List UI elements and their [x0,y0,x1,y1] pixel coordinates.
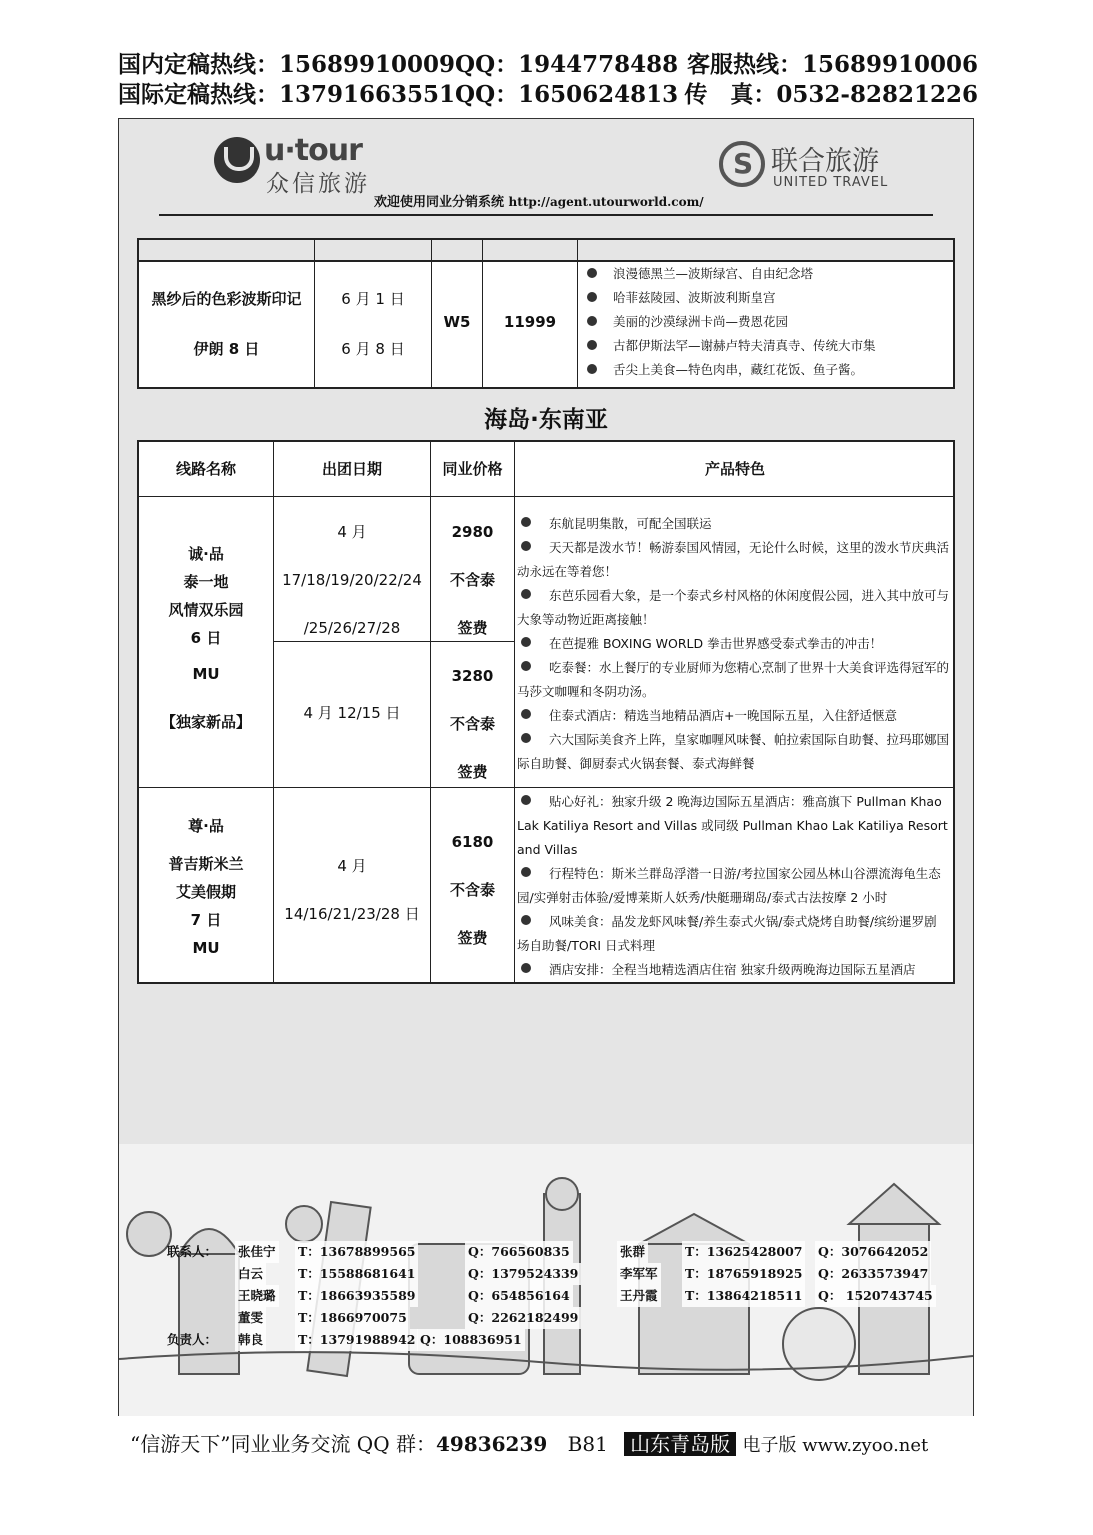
route-airline: MU [192,939,220,957]
manager-phone: T：13791988942 [295,1329,418,1351]
feature-item [517,862,949,910]
united-cn-name: 联合旅游 [771,146,879,177]
route-name-line: 尊·品 [188,817,224,835]
bullet-icon [521,541,531,551]
contact-name: 李军军 [617,1263,661,1285]
feature-text: 东芭乐园看大象，是一个泰式乡村风格的休闲度假公园，进入其中放可与大象等动物近距离接触！ [517,588,950,627]
departure-date: 6 月 8 日 [341,340,405,358]
footer [130,1428,928,1457]
feature-text: 东航昆明集散，可配全国联运 [549,516,712,531]
bullet-icon [521,589,531,599]
route-airline: MU [192,665,220,683]
feature-item [517,704,949,728]
manager-name: 韩良 [235,1329,266,1351]
contact-phone: T：18765918925 [682,1263,805,1285]
table-top-band [139,240,953,262]
tour-name: 黑纱后的色彩波斯印记 [151,290,302,308]
domestic-hotline: 国内定稿热线：15689910009 [118,51,456,78]
manager-label: 负责人： [167,1332,218,1347]
price-note: 签费 [457,619,488,637]
feature-item [517,910,949,958]
footer-qq-group: 49836239 [435,1432,548,1456]
contact-phone: T：13678899565 [295,1241,418,1263]
united-travel-logo [719,139,899,197]
thai-price-group2 [431,652,514,796]
header-price: 同业价格 [442,460,503,478]
hotline-row [118,80,978,110]
contact-name: 王丹霞 [617,1285,661,1307]
utour-logo-icon [214,137,260,183]
contact-qq: Q： 1520743745 [815,1285,936,1307]
feature-item: 美丽的沙漠绿洲卡尚—费恩花园 [579,310,949,334]
price-note: 签费 [457,929,488,947]
bullet-icon [521,517,531,527]
agent-url-link[interactable]: http://agent.utourworld.com/ [508,195,704,209]
header-route-name: 线路名称 [175,460,236,478]
bullet-icon [521,795,531,805]
feature-item [517,512,949,536]
domestic-qq: QQ：1944778488 [455,51,679,78]
contact-row [167,1329,947,1351]
route-name-line: 普吉斯米兰 [168,855,244,873]
contact-name: 张佳宁 [235,1241,279,1263]
date-line: /25/26/27/28 [303,619,401,637]
welcome-text: 欢迎使用同业分销系统 [374,195,505,210]
section-title: 海岛·东南亚 [484,407,608,433]
feature-text: 行程特色：斯米兰群岛浮潜一日游/考拉国家公园丛林山谷漂流海龟生态园/实弹射击体验/爱博莱斯人妖秀/快艇珊瑚岛/泰式古法按摩 2 小时 [517,866,941,905]
feature-text: 酒店安排：全程当地精选酒店住宿 独家升级两晚海边国际五星酒店 [549,962,916,977]
bullet-icon [521,733,531,743]
thai-route-name [139,540,273,736]
iran-tour-table [137,238,955,389]
header-divider [159,214,933,216]
price-value: 3280 [451,667,494,685]
thai-dates-group2: 4 月 12/15 日 [303,704,401,722]
feature-text: 住泰式酒店：精选当地精品酒店+一晚国际五星，入住舒适惬意 [549,708,897,723]
price-value: 6180 [451,833,494,851]
bullet-icon [521,709,531,719]
row-divider [139,787,953,788]
tour-duration: 伊朗 8 日 [193,340,260,358]
contact-name: 王晓璐 [235,1285,279,1307]
contact-qq: Q：654856164 [465,1285,573,1307]
feature-text: 风味美食：晶发龙虾风味餐/养生泰式火锅/泰式烧烤自助餐/缤纷暹罗剧场自助餐/TORI 日式料理 [517,914,937,953]
utour-logo [214,133,414,197]
website-link[interactable]: 电子版 www.zyoo.net [742,1435,929,1456]
intl-qq: QQ：1650624813 [455,81,679,108]
column-divider [314,240,315,387]
brochure-frame [118,118,974,1416]
contact-name: 董雯 [235,1307,266,1329]
feature-item [517,728,949,776]
tour-price: 11999 [503,313,557,331]
column-divider [514,442,515,982]
contact-row [167,1285,947,1307]
contact-row [167,1241,947,1263]
date-line: 17/18/19/20/22/24 [282,571,422,589]
route-name-line: 泰一地 [183,573,229,591]
route-name-line: 6 日 [190,629,222,647]
bullet-icon [521,867,531,877]
feature-text: 贴心好礼：独家升级 2 晚海边国际五星酒店：雅高旗下 Pullman Khao Lak Katiliya Resort and Villas 或同级 Pullman Khao Lak Katiliya Resort and Villas [517,794,948,857]
feature-text: 在芭提雅 BOXING WORLD 拳击世界感受泰式拳击的冲击！ [549,636,883,651]
utour-cn-name: 众信旅游 [266,171,370,197]
contact-phone: T：13625428007 [682,1241,805,1263]
price-note: 不含泰 [449,881,495,899]
contact-row [167,1263,947,1285]
contact-qq: Q：766560835 [465,1241,573,1263]
contact-name: 张群 [617,1241,648,1263]
phuket-dates [274,842,430,938]
date-line: 4 月 [337,523,367,541]
thai-price-group1 [431,508,514,652]
route-badge: 【独家新品】 [160,713,251,731]
route-name-line: 风情双乐园 [168,601,244,619]
bullet-icon [521,637,531,647]
phuket-features [517,790,949,982]
footer-text: “信游天下”同业业务交流 QQ 群： [130,1432,436,1456]
date-line: 14/16/21/23/28 日 [284,905,420,923]
edition-label: 山东青岛版 [624,1432,736,1456]
contact-qq: Q：2633573947 [815,1263,931,1285]
bullet-icon [521,915,531,925]
bullet-icon [521,661,531,671]
feature-item: 古都伊斯法罕—谢赫卢特夫清真寺、传统大市集 [579,334,949,358]
price-note: 签费 [457,763,488,781]
column-divider [577,240,578,387]
header-departure-date: 出团日期 [321,460,382,478]
feature-text: 吃泰餐：水上餐厅的专业厨师为您精心烹制了世界十大美食评选得冠军的马莎文咖喱和冬阴功汤。 [517,660,950,699]
row-divider [139,496,953,497]
manager-qq: Q：108836951 [417,1329,525,1351]
contact-qq: Q：2262182499 [465,1307,581,1329]
contact-name: 白云 [235,1263,266,1285]
phuket-price [431,818,514,962]
price-note: 不含泰 [449,715,495,733]
feature-item [517,958,949,982]
iran-features [579,262,949,382]
contact-phone: T：1866970075 [295,1307,410,1329]
feature-item [517,584,949,632]
contact-phone: T：18663935589 [295,1285,418,1307]
fax: 传 真：0532-82821226 [684,81,978,108]
airline-code: W5 [443,313,471,331]
price-note: 不含泰 [449,571,495,589]
bullet-icon [521,963,531,973]
contact-row [167,1307,947,1329]
price-value: 2980 [451,523,494,541]
seasia-tour-table [137,440,955,984]
header-features: 产品特色 [704,460,765,478]
utour-brand: u·tour [264,133,362,168]
feature-text: 六大国际美食齐上阵，皇家咖喱风味餐、帕拉索国际自助餐、拉玛耶娜国际自助餐、御厨泰式火锅套餐、泰式海鲜餐 [517,732,950,771]
date-line: 4 月 [337,857,367,875]
route-name-line: 7 日 [190,911,222,929]
contact-phone: T：15588681641 [295,1263,418,1285]
united-logo-icon [719,141,765,187]
feature-item [517,790,949,862]
thai-features [517,512,949,776]
united-en-name: UNITED TRAVEL [773,175,889,190]
feature-item: 浪漫德黑兰—波斯绿宫、自由纪念塔 [579,262,949,286]
route-name-line: 诚·品 [188,545,224,563]
contact-qq: Q：3076642052 [815,1241,931,1263]
feature-item [517,632,949,656]
contact-label: 联系人： [167,1244,218,1259]
feature-item [517,656,949,704]
feature-text: 天天都是泼水节！畅游泰国风情园，无论什么时候，这里的泼水节庆典活动永远在等着您！ [517,540,950,579]
contact-list [167,1241,947,1351]
departure-date: 6 月 1 日 [341,290,405,308]
hotline-row [118,50,978,80]
feature-item: 哈菲兹陵园、波斯波利斯皇宫 [579,286,949,310]
intl-hotline: 国际定稿热线：13791663551 [118,81,456,108]
feature-item: 舌尖上美食—特色肉串，藏红花饭、鱼子酱。 [579,358,949,382]
thai-dates-group1 [274,508,430,652]
contact-phone: T：13864218511 [682,1285,805,1307]
feature-item [517,536,949,584]
route-name-line: 艾美假期 [175,883,236,901]
page-number: B81 [567,1432,608,1456]
contact-qq: Q：1379524339 [465,1263,581,1285]
service-hotline: 客服热线：15689910006 [686,51,978,78]
welcome-line [374,191,704,210]
hotlines [118,50,978,110]
phuket-route-name [139,812,273,962]
